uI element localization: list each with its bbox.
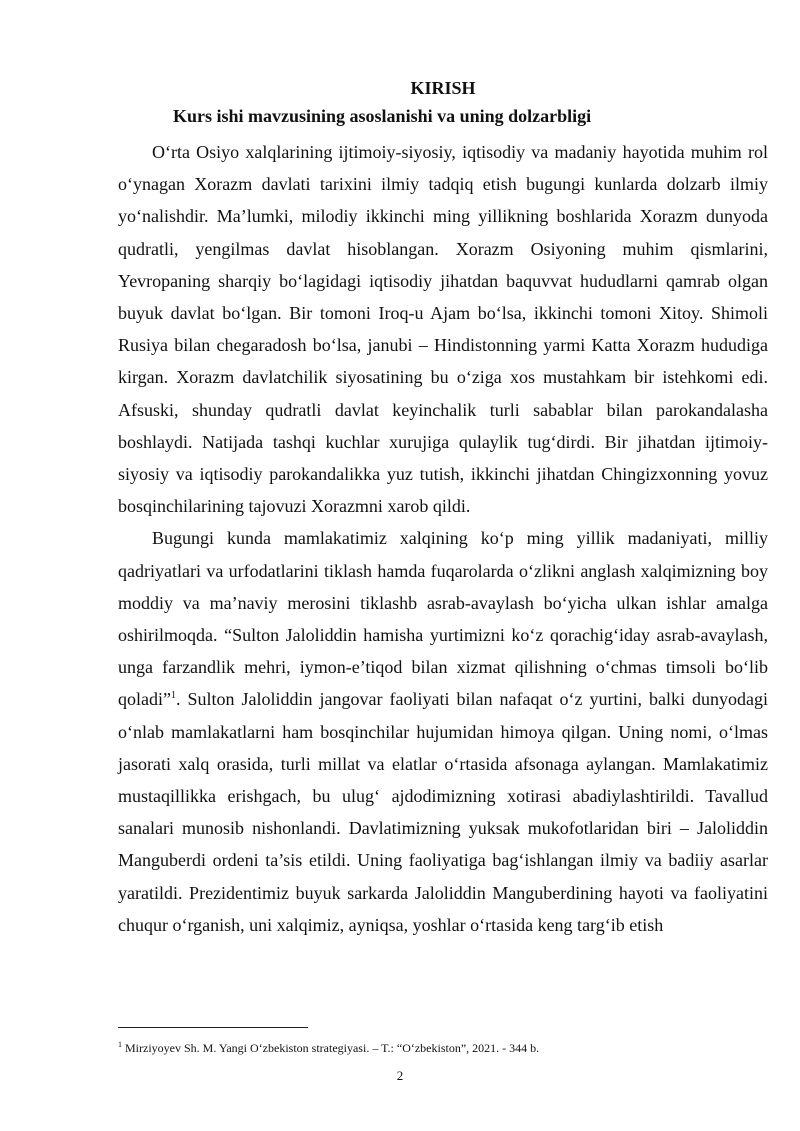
paragraph-2 — [118, 522, 768, 941]
page-title: KIRISH — [410, 78, 476, 98]
page-body — [118, 74, 768, 941]
footnote-number: 1 — [118, 1040, 122, 1049]
paragraph-2-text-before-ref: Bugungi kunda mamlakatimiz xalqining ko‘p ming yillik madaniyati, milliy qadriyatlari va urfodatlarini tiklash hamda fuqarolarda o‘zlikni anglash xalqimizning boy moddiy va ma’naviy merosini tiklashb asrab-avaylash bo‘yicha ulkan ishlar amalga oshirilmoqda. “Sulton Jaloliddin hamisha yurtimizni ko‘z qorachig‘iday asrab-avaylash, unga farzandlik mehri, iymon-e’tiqod bilan xizmat qilishning o‘chmas timsoli bo‘lib qoladi” — [118, 528, 768, 710]
paragraph-2-text-after-ref: . Sulton Jaloliddin jangovar faoliyati bilan nafaqat o‘z yurtini, balki dunyodagi o‘nlab mamlakatlarni ham bosqinchilar hujumidan himoya qilgan. Uning nomi, o‘lmas jasorati xalq orasida, turli millat va elatlar o‘rtasida afsonaga aylangan. Mamlakatimiz mustaqillikka erishgach, bu ulug‘ ajdodimizning xotirasi abadiylashtirildi. Tavallud sanalari munosib nishonlandi. Davlatimizning yuksak mukofotlaridan biri – Jaloliddin Manguberdi ordeni ta’sis etildi. Uning faoliyatiga bag‘ishlangan ilmiy va badiiy asarlar yaratildi. Prezidentimiz buyuk sarkarda Jaloliddin Manguberdining hayoti va faoliyatini chuqur o‘rganish, uni xalqimiz, ayniqsa, yoshlar o‘rtasida keng targ‘ib etish — [118, 689, 768, 935]
paragraph-1: O‘rta Osiyo xalqlarining ijtimoiy-siyosiy, iqtisodiy va madaniy hayotida muhim rol o‘ynagan Xorazm davlati tarixini ilmiy tadqiq etish bugungi kunlarda dolzarb ilmiy yo‘nalishdir. Ma’lumki, milodiy ikkinchi ming yillikning boshlarida Xorazm dunyoda qudratli, yengilmas davlat hisoblangan. Xorazm Osiyoning muhim qismlarini, Yevropaning sharqiy bo‘lagidagi iqtisodiy jihatdan baquvvat hududlarni qamrab olgan buyuk davlat bo‘lgan. Bir tomoni Iroq-u Ajam bo‘lsa, ikkinchi tomoni Xitoy. Shimoli Rusiya bilan chegaradosh bo‘lsa, janubi – Hindistonning yarmi Katta Xorazm hududiga kirgan. Xorazm davlatchilik siyosatining bu o‘ziga xos mustahkam bir istehkomi edi. Afsuski, shunday qudratli davlat keyinchalik turli sabablar bilan parokandalasha boshlaydi. Natijada tashqi kuchlar xurujiga qulaylik tug‘dirdi. Bir jihatdan ijtimoiy-siyosiy va iqtisodiy parokandalikka yuz tutish, ikkinchi jihatdan Chingizxonning yovuz bosqinchilarining tajovuzi Xorazmni xarob qildi. — [118, 142, 768, 517]
footnote-text: Mirziyoyev Sh. M. Yangi O‘zbekiston strategiyasi. – T.: “O‘zbekiston”, 2021. - 344 b. — [125, 1041, 540, 1055]
footnote-separator — [118, 1027, 308, 1028]
section-subtitle: Kurs ishi mavzusining asoslanishi va uning dolzarbligi — [173, 106, 592, 126]
footnote — [118, 1040, 768, 1056]
page-number: 2 — [396, 1068, 404, 1083]
footnote-reference[interactable]: 1 — [170, 690, 176, 702]
